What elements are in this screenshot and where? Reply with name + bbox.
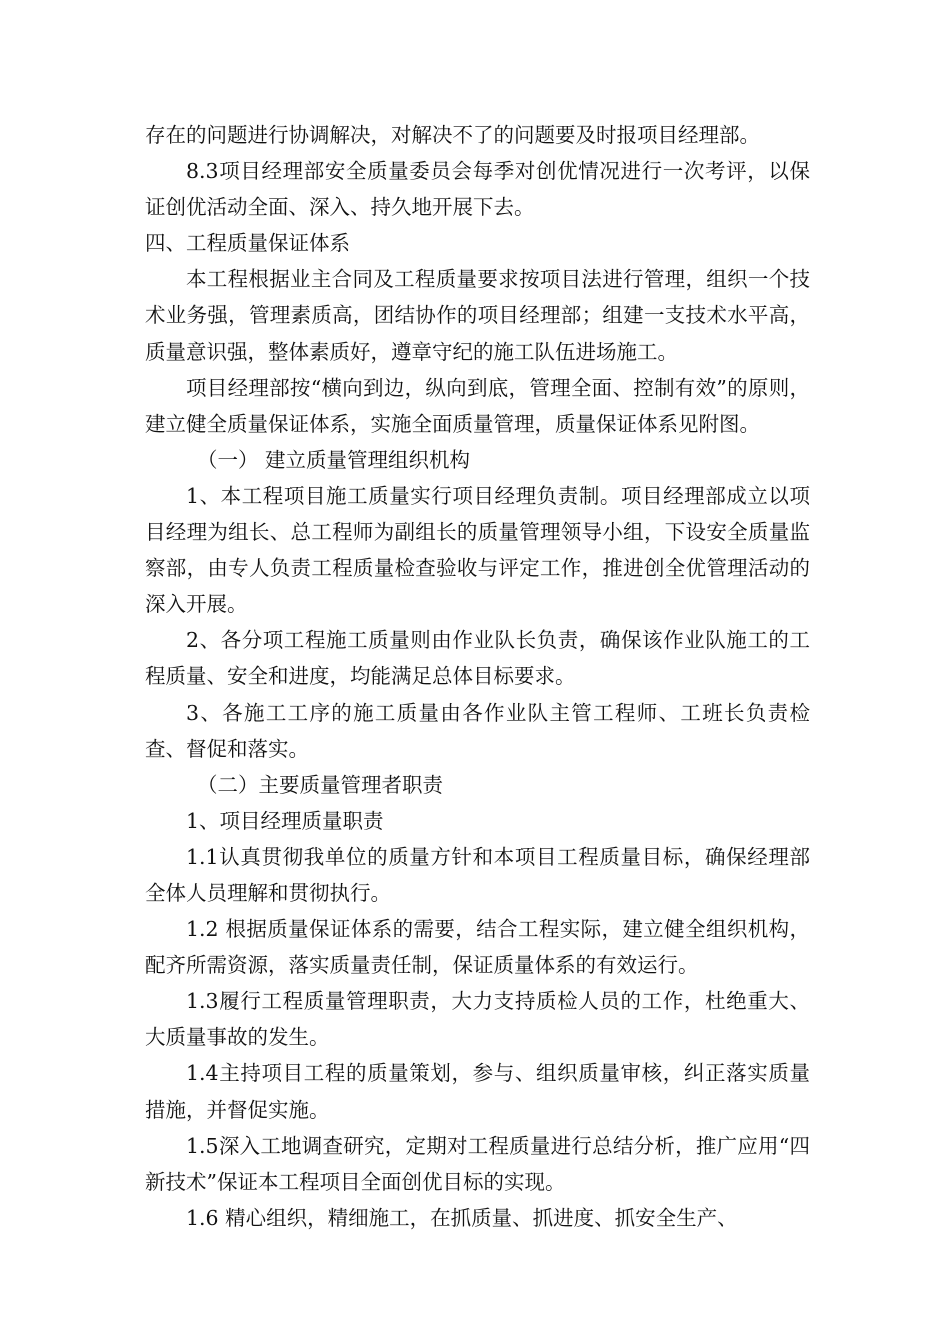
paragraph-project-organization: 本工程根据业主合同及工程质量要求按项目法进行管理，组织一个技术业务强，管理素质高，团结协作的项目经理部；组建一支技术水平高，质量意识强，整体素质好，遵章守纪的施工队伍进场施工。	[145, 267, 810, 364]
subheading-responsibilities: （二）主要质量管理者职责	[197, 772, 443, 797]
paragraph-item-3: 3、各施工工序的施工质量由各作业队主管工程师、工班长负责检查、督促和落实。	[145, 700, 810, 761]
paragraph-duty-1-1: 1.1认真贯彻我单位的质量方针和本项目工程质量目标，确保经理部全体人员理解和贯彻执行。	[145, 844, 810, 905]
paragraph-8-3: 8.3项目经理部安全质量委员会每季对创优情况进行一次考评，以保证创优活动全面、深入、持久地开展下去。	[145, 159, 810, 220]
section-heading-quality-system: 四、工程质量保证体系	[145, 231, 350, 256]
paragraph-continuation: 存在的问题进行协调解决，对解决不了的问题要及时报项目经理部。	[145, 123, 760, 147]
paragraph-item-1: 1、本工程项目施工质量实行项目经理负责制。项目经理部成立以项目经理为组长、总工程师为副组长的质量管理领导小组，下设安全质量监察部，由专人负责工程质量检查验收与评定工作，推进创全优管理活动的深入开展。	[145, 483, 810, 617]
paragraph-duty-1-2: 1.2 根据质量保证体系的需要，结合工程实际，建立健全组织机构，配齐所需资源，落实质量责任制，保证质量体系的有效运行。	[145, 917, 810, 978]
paragraph-item-2: 2、各分项工程施工质量则由作业队长负责，确保该作业队施工的工程质量、安全和进度，均能满足总体目标要求。	[145, 628, 810, 689]
subheading-organization: （一） 建立质量管理组织机构	[197, 447, 471, 472]
document-body	[145, 117, 810, 1236]
subheading-manager-duties: 1、项目经理质量职责	[186, 808, 384, 833]
paragraph-duty-1-5: 1.5深入工地调查研究，定期对工程质量进行总结分析，推广应用“四新技术”保证本工程项目全面创优目标的实现。	[145, 1133, 810, 1194]
paragraph-duty-1-3: 1.3履行工程质量管理职责，大力支持质检人员的工作，杜绝重大、大质量事故的发生。	[145, 989, 810, 1050]
paragraph-quality-principle: 项目经理部按“横向到边，纵向到底，管理全面、控制有效”的原则，建立健全质量保证体系，实施全面质量管理，质量保证体系见附图。	[145, 375, 810, 436]
paragraph-duty-1-4: 1.4主持项目工程的质量策划，参与、组织质量审核，纠正落实质量措施，并督促实施。	[145, 1061, 810, 1122]
paragraph-duty-1-6: 1.6 精心组织，精细施工，在抓质量、抓进度、抓安全生产、	[186, 1205, 738, 1230]
